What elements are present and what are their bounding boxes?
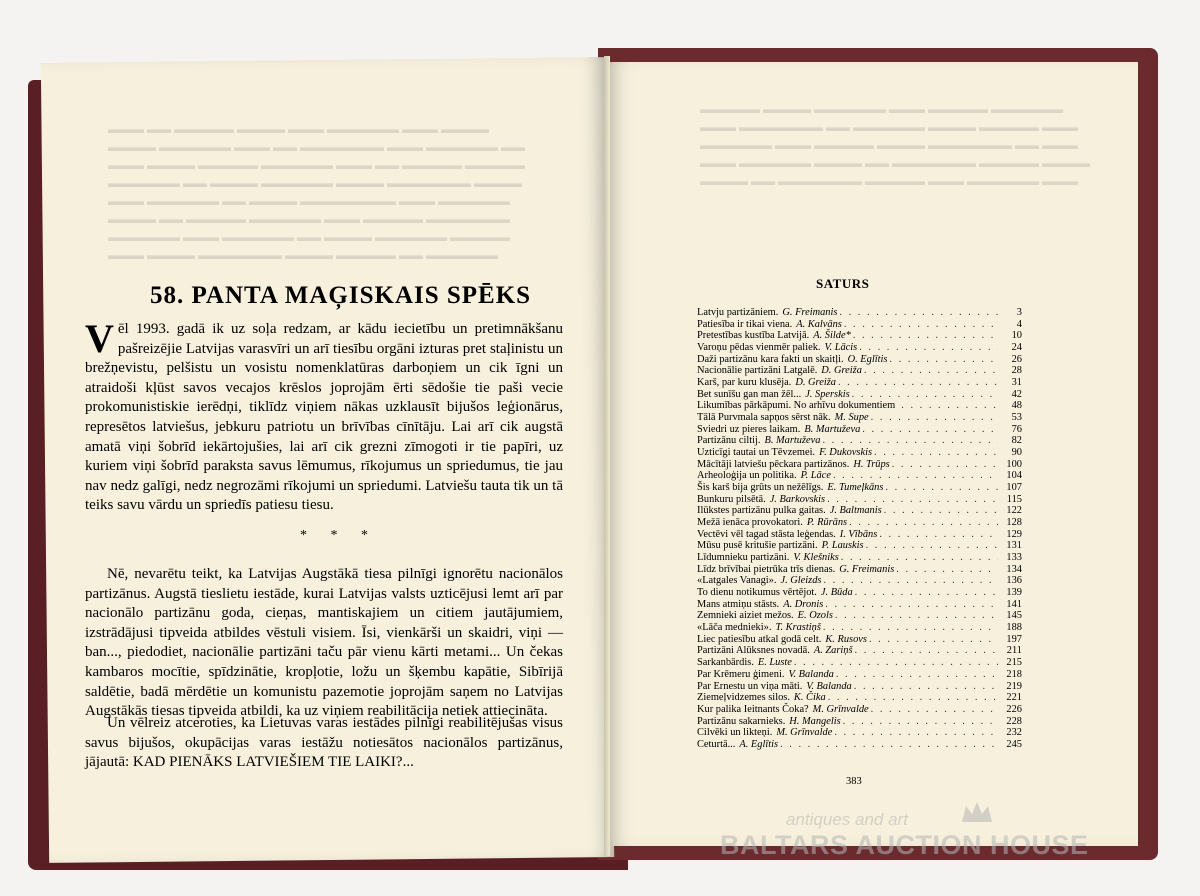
toc-entry: [697, 622, 1022, 634]
toc-entry-page: 82: [1011, 435, 1022, 447]
paragraph-1-text: ēl 1993. gadā ik uz soļa redzam, ar kādu iecietību un pretimnākšanu pašreizējie Latvijas varasvīri un arī tiesību orgāni izturas pret staļinistu un brežņevistu, pelšistu un vosistu nomenklatūras darboņiem un cik īgni un atraidoši kļūst savos vecajos krēslos joprojām ērti sēdošie tie paši vecie prokomunistiskie ierēdņi, tiklīdz viņiem nākas uzklausīt bijušos leģionārus, represētos latviešus, jebkuru patriotu un brīvības cīnītāju. Lai arī cik augstā amatā viņi šobrīd iekārtojušies, lai arī cik grezni zīmogoti ir tie papīri, uz kuriem viņi šobrīd paraksta savus lēmumus, rīkojumus un spriedumus, tie jau nav nedz galīgi, nedz negrozāmi rīkojumi un spriedumi. Latviešu tauta tik un tā teiks savu vārdu un spriedīs patiesu tiesu.: [85, 321, 563, 514]
toc-entry-title: Vectēvi vēl tagad stāsta leģendas.: [697, 528, 836, 540]
toc-entry-author: D. Greiža: [821, 365, 862, 377]
toc-entry-author: J. Gleizds: [780, 575, 822, 587]
toc-entry: [697, 377, 1022, 389]
toc-entry-page: 226: [1006, 703, 1022, 715]
toc-entry-page: 100: [1006, 458, 1022, 470]
paragraph-3: Un vēlreiz atceroties, ka Lietuvas varas iestādes pilnīgi reabilitējušas visus savus bijušos, okupācijas varas iestāžu notiesātos nacionālos partizānus, jājautā: KAD PIENĀKS LATVIEŠIEM TIE LAIKI?...: [85, 715, 563, 771]
toc-entry-page: 128: [1006, 517, 1022, 529]
show-through-text: ▬▬▬ ▬▬ ▬▬▬▬▬ ▬▬▬▬ ▬▬▬ ▬▬▬▬▬▬ ▬▬▬ ▬▬▬▬ ▬▬▬▬ ▬▬▬▬▬▬ ▬▬▬ ▬▬ ▬▬▬▬▬▬▬ ▬▬▬ ▬▬▬▬▬▬ ▬▬ ▬▬▬ ▬▬▬▬ ▬▬▬▬▬ ▬▬▬▬▬▬ ▬▬▬ ▬▬ ▬▬▬▬▬ ▬▬▬▬▬ ▬▬▬▬▬▬ ▬▬ ▬▬▬▬ ▬▬▬▬▬▬ ▬▬▬▬ ▬▬▬▬▬▬▬ ▬▬▬▬ ▬▬▬ ▬▬▬▬▬▬ ▬▬ ▬▬▬▬ ▬▬▬▬▬▬▬▬ ▬▬▬ ▬▬▬▬▬▬ ▬▬▬▬ ▬▬ ▬▬▬▬▬ ▬▬▬▬▬▬ ▬▬▬ ▬▬▬▬▬ ▬▬▬▬▬▬▬ ▬▬▬▬▬▬ ▬▬▬ ▬▬▬▬▬▬ ▬▬ ▬▬▬▬ ▬▬▬▬▬▬ ▬▬▬▬▬ ▬▬▬ ▬▬▬▬ ▬▬▬▬▬▬▬ ▬▬▬▬ ▬▬▬▬▬ ▬▬ ▬▬▬▬▬▬: [108, 122, 525, 262]
toc-entry-page: 24: [1011, 342, 1022, 354]
toc-entry-author: E. Luste: [757, 657, 792, 669]
toc-entry-page: 107: [1006, 482, 1022, 494]
toc-entry-author: B. Martuževa: [804, 423, 861, 435]
toc-entry-author: V. Balanda: [806, 680, 852, 692]
toc-entry-author: K. Čika: [793, 692, 826, 704]
toc-entry-author: E. Tumeļkāns: [827, 482, 884, 494]
toc-entry: [697, 400, 1022, 412]
toc-entry-page: 53: [1011, 412, 1022, 424]
toc-entry-title: Varoņu pēdas vienmēr paliek.: [697, 342, 821, 354]
toc-entry-title: Mūsu pusē kritušie partizāni.: [697, 540, 818, 552]
toc-entry-author: A. Kalvāns: [796, 318, 842, 330]
toc-entry-title: Ilūkstes partizānu pulka gaitas.: [697, 505, 826, 517]
toc-entry: [697, 365, 1022, 377]
toc-entry-title: Zemnieki aiziet mežos.: [697, 610, 794, 622]
toc-entry: [697, 657, 1022, 669]
toc-entry: [697, 505, 1022, 517]
toc-leader-dots: [827, 494, 998, 506]
section-separator: * * *: [300, 528, 378, 543]
toc-entry-title: Mežā ienāca provokatori.: [697, 517, 803, 529]
toc-leader-dots: [833, 470, 998, 482]
toc-leader-dots: [874, 447, 998, 459]
toc-entry-page: 188: [1006, 622, 1022, 634]
toc-entry-page: 28: [1011, 365, 1022, 377]
toc-entry: [697, 307, 1022, 319]
toc-entry: [697, 727, 1022, 739]
toc-entry-author: M. Grīnvalde: [812, 703, 869, 715]
toc-entry-author: A. Dronis: [783, 598, 824, 610]
toc-entry: [697, 634, 1022, 646]
toc-entry: [697, 669, 1022, 681]
toc-entry-page: 218: [1006, 668, 1022, 680]
toc-leader-dots: [853, 330, 998, 342]
toc-entry: [697, 389, 1022, 401]
contents-heading: SATURS: [816, 276, 870, 291]
toc-leader-dots: [822, 435, 998, 447]
toc-entry-author: V. Lācis: [824, 342, 858, 354]
toc-leader-dots: [892, 459, 998, 471]
toc-entry: [697, 330, 1022, 342]
toc-entry: [697, 342, 1022, 354]
toc-entry-title: Daži partizānu kara fakti un skaitļi.: [697, 353, 844, 365]
page-number: 383: [846, 776, 862, 787]
toc-entry-title: «Lāča mednieki».: [697, 622, 772, 634]
toc-leader-dots: [871, 704, 998, 716]
toc-entry-author: V. Balanda: [788, 668, 834, 680]
toc-entry: [697, 739, 1022, 751]
toc-leader-dots: [828, 692, 998, 704]
toc-leader-dots: [823, 575, 998, 587]
toc-entry-page: 141: [1006, 598, 1022, 610]
toc-entry-page: 197: [1006, 633, 1022, 645]
toc-entry: [697, 610, 1022, 622]
toc-entry-title: Cilvēki un likteņi.: [697, 727, 773, 739]
toc-entry: [697, 354, 1022, 366]
toc-entry-page: 10: [1011, 330, 1022, 342]
toc-entry-page: 145: [1006, 610, 1022, 622]
toc-leader-dots: [884, 505, 998, 517]
toc-entry-author: D. Greiža: [795, 377, 836, 389]
toc-entry-author: G. Freimanis: [782, 307, 838, 318]
toc-entry: [697, 424, 1022, 436]
toc-entry-title: Likumības pārkāpumi. No arhīvu dokumentiem: [697, 400, 896, 412]
toc-entry-author: T. Krastiņš: [775, 622, 821, 634]
toc-leader-dots: [864, 365, 998, 377]
toc-entry: [697, 599, 1022, 611]
toc-entry: [697, 540, 1022, 552]
toc-entry-author: P. Rūrāns: [806, 517, 848, 529]
toc-entry-author: M. Grīnvalde: [776, 727, 833, 739]
toc-entry-title: Nacionālie partizāni Latgalē.: [697, 365, 818, 377]
toc-entry-title: Kur palika Ieitnants Čoka?: [697, 703, 809, 715]
toc-leader-dots: [885, 482, 998, 494]
toc-entry-author: V. Klešniks: [793, 552, 839, 564]
toc-entry-page: 245: [1006, 738, 1022, 750]
toc-entry-title: Par Krēmeru ģimeni.: [697, 668, 785, 680]
toc-entry: [697, 681, 1022, 693]
toc-entry-title: Bunkuru pilsētā.: [697, 493, 766, 505]
toc-entry-page: 232: [1006, 727, 1022, 739]
toc-entry-author: M. Supe: [834, 412, 869, 424]
toc-entry-author: F. Dukovskis: [819, 447, 873, 459]
toc-entry-author: A. Eglītis: [739, 738, 779, 750]
toc-entry-page: 104: [1006, 470, 1022, 482]
toc-entry-page: 219: [1006, 680, 1022, 692]
toc-leader-dots: [834, 727, 998, 739]
toc-entry-title: Partizānu ciltij.: [697, 435, 761, 447]
toc-entry-page: 134: [1006, 563, 1022, 575]
toc-entry-title: Sarkanbārdis.: [697, 657, 754, 669]
toc-leader-dots: [896, 564, 998, 576]
toc-entry: [697, 704, 1022, 716]
toc-entry-author: E. Ozols: [797, 610, 833, 622]
crown-icon: [960, 800, 994, 826]
toc-entry-title: Uzticīgi tautai un Tēvzemei.: [697, 447, 816, 459]
toc-leader-dots: [838, 377, 998, 389]
toc-leader-dots: [794, 657, 998, 669]
toc-entry-title: Sviedri uz pieres laikam.: [697, 423, 801, 435]
watermark-tagline: antiques and art: [786, 810, 908, 829]
toc-entry-author: A. Šilde*: [813, 330, 851, 342]
toc-entry: [697, 435, 1022, 447]
toc-entry-author: B. Martuževa: [764, 435, 821, 447]
toc-leader-dots: [780, 739, 998, 751]
toc-leader-dots: [836, 669, 998, 681]
toc-entry-page: 139: [1006, 587, 1022, 599]
toc-entry: [697, 517, 1022, 529]
toc-entry-page: 48: [1011, 400, 1022, 412]
toc-entry-author: J. Baltmanis: [829, 505, 882, 517]
toc-leader-dots: [849, 517, 998, 529]
toc-leader-dots: [823, 622, 998, 634]
toc-entry: [697, 645, 1022, 657]
toc-entry: [697, 482, 1022, 494]
toc-entry-title: Pretestības kustība Latvijā.: [697, 330, 810, 342]
toc-entry-title: Latvju partizāniem.: [697, 307, 779, 318]
toc-entry-page: 215: [1006, 657, 1022, 669]
toc-entry-page: 3: [1016, 307, 1022, 318]
toc-entry-title: Partizāni Alūksnes novadā.: [697, 645, 810, 657]
toc-leader-dots: [841, 552, 998, 564]
toc-entry-author: J. Sperskis: [805, 388, 850, 400]
toc-entry-author: O. Eglītis: [847, 353, 888, 365]
toc-leader-dots: [879, 529, 998, 541]
toc-entry-title: Karš, par kuru klusēja.: [697, 377, 792, 389]
toc-entry: [697, 319, 1022, 331]
toc-entry-page: 133: [1006, 552, 1022, 564]
toc-entry: [697, 447, 1022, 459]
toc-entry-title: Līdumnieku partizāni.: [697, 552, 790, 564]
toc-entry-title: Ziemeļvidzemes silos.: [697, 692, 790, 704]
toc-entry: [697, 716, 1022, 728]
toc-entry-author: J. Barkovskis: [769, 493, 826, 505]
toc-entry-title: Ceturtā...: [697, 738, 736, 750]
toc-leader-dots: [869, 634, 998, 646]
toc-entry-author: J. Būda: [820, 587, 853, 599]
toc-entry-page: 76: [1011, 423, 1022, 435]
toc-entry-title: Liec patiesību atkal godā celt.: [697, 633, 822, 645]
toc-entry-title: Partizānu sakarnieks.: [697, 715, 786, 727]
toc-entry: [697, 529, 1022, 541]
toc-entry-page: 90: [1011, 447, 1022, 459]
toc-entry: [697, 575, 1022, 587]
toc-entry-title: Patiesība ir tikai viena.: [697, 318, 793, 330]
toc-leader-dots: [844, 319, 998, 331]
toc-entry-title: Mans atmiņu stāsts.: [697, 598, 780, 610]
toc-entry: [697, 692, 1022, 704]
toc-entry-page: 131: [1006, 540, 1022, 552]
toc-entry-author: K. Rusovs: [825, 633, 867, 645]
toc-entry-title: Līdz brīvībai pietrūka trīs dienas.: [697, 563, 836, 575]
toc-entry-title: «Latgales Vanagi».: [697, 575, 777, 587]
toc-leader-dots: [835, 610, 998, 622]
toc-entry-title: Par Ernestu un viņa māti.: [697, 680, 803, 692]
toc-entry-page: 136: [1006, 575, 1022, 587]
toc-entry: [697, 412, 1022, 424]
toc-leader-dots: [871, 412, 998, 424]
paragraph-1: [85, 316, 563, 516]
toc-entry-author: I. Vībāns: [839, 528, 878, 540]
toc-leader-dots: [825, 599, 998, 611]
toc-leader-dots: [843, 716, 998, 728]
toc-leader-dots: [852, 389, 998, 401]
toc-entry-author: G. Freimanis: [839, 563, 895, 575]
show-through-text-right: ▬▬▬▬▬ ▬▬▬▬ ▬▬▬▬▬▬ ▬▬▬ ▬▬▬▬▬ ▬▬▬▬▬▬ ▬▬▬ ▬▬▬▬▬▬▬ ▬▬ ▬▬▬▬▬▬ ▬▬▬▬ ▬▬▬▬▬ ▬▬▬ ▬▬▬▬▬▬ ▬▬▬ ▬▬▬▬▬ ▬▬▬▬ ▬▬▬▬▬▬▬ ▬▬ ▬▬▬ ▬▬▬ ▬▬▬▬▬▬ ▬▬▬▬ ▬▬ ▬▬▬▬▬▬▬ ▬▬▬▬▬ ▬▬▬▬ ▬▬▬▬ ▬▬ ▬▬▬▬▬▬▬ ▬▬▬▬▬ ▬▬▬ ▬▬▬▬▬▬ ▬▬▬: [700, 102, 1090, 188]
drop-cap: V: [85, 316, 114, 361]
toc-entry-page: 4: [1016, 318, 1022, 330]
toc-entry-page: 228: [1006, 715, 1022, 727]
paragraph-2: Nē, nevarētu teikt, ka Latvijas Augstākā tiesa pilnīgi ignorētu nacionālos partizānus. Augstā tieslietu iestāde, kurai Latvijas valsts uzticējusi lemt arī par nacionālo partizānu goda, cieņas, mantiskajiem un citiem jautājumiem, izstrādājusi tipveida atbildes vēstuli visiem. Īsi, vienkārši un skaidri, viņi — ban..., piedodiet, nacionālie partizāni taču pār vienu kārti metami... Un čekas kambaros mocītie, spīdzinātie, kropļotie, ložu un šķembu kapātie, Sibīrijā saldētie, badā mērdētie un komunistu pazemotie joprojām saņem no Latvijas Augstākās tiesas tipveida atbildi, ka uz viņiem reabilitācija netiek attiecināta.: [85, 566, 563, 720]
toc-leader-dots: [862, 424, 998, 436]
toc-entry: [697, 494, 1022, 506]
toc-entry-title: Mācītāji latviešu pēckara partizānos.: [697, 458, 850, 470]
toc-entry-title: Bet sunīšu gan man žēl...: [697, 388, 802, 400]
toc-leader-dots: [901, 400, 998, 412]
toc-entry-page: 129: [1006, 528, 1022, 540]
toc-entry-title: Tālā Purvmala sapņos sērst nāk.: [697, 412, 831, 424]
toc-entry-page: 221: [1006, 692, 1022, 704]
toc-entry-title: Arheoloģija un politika.: [697, 470, 797, 482]
toc-entry-title: Šis karš bija grūts un nežēlīgs.: [697, 482, 824, 494]
toc-entry-page: 42: [1011, 388, 1022, 400]
toc-leader-dots: [855, 645, 998, 657]
toc-leader-dots: [855, 587, 998, 599]
toc-leader-dots: [866, 540, 998, 552]
toc-entry-page: 31: [1011, 377, 1022, 389]
toc-leader-dots: [839, 307, 998, 319]
toc-entry: [697, 459, 1022, 471]
toc-entry: [697, 564, 1022, 576]
toc-entry-author: H. Mangelis: [789, 715, 841, 727]
toc-leader-dots: [889, 354, 998, 366]
toc-entry: [697, 587, 1022, 599]
toc-entry-author: H. Trūps: [853, 458, 890, 470]
toc-entry-author: P. Lauskis: [821, 540, 864, 552]
toc-entry-page: 115: [1006, 493, 1022, 505]
toc-leader-dots: [854, 681, 998, 693]
toc-entry-page: 26: [1011, 353, 1022, 365]
toc-entry-page: 122: [1006, 505, 1022, 517]
toc-leader-dots: [859, 342, 998, 354]
toc-entry-author: A. Zariņš: [813, 645, 853, 657]
watermark-brand: BALTARS AUCTION HOUSE: [720, 830, 1089, 860]
table-of-contents: [697, 307, 1022, 751]
toc-entry-title: To dienu notikumus vērtējot.: [697, 587, 817, 599]
toc-entry: [697, 470, 1022, 482]
toc-entry: [697, 552, 1022, 564]
toc-entry-page: 211: [1006, 645, 1022, 657]
chapter-title: 58. PANTA MAĢISKAIS SPĒKS: [150, 282, 532, 309]
toc-entry-author: P. Lāce: [800, 470, 831, 482]
book-spine-gutter: [604, 56, 610, 856]
